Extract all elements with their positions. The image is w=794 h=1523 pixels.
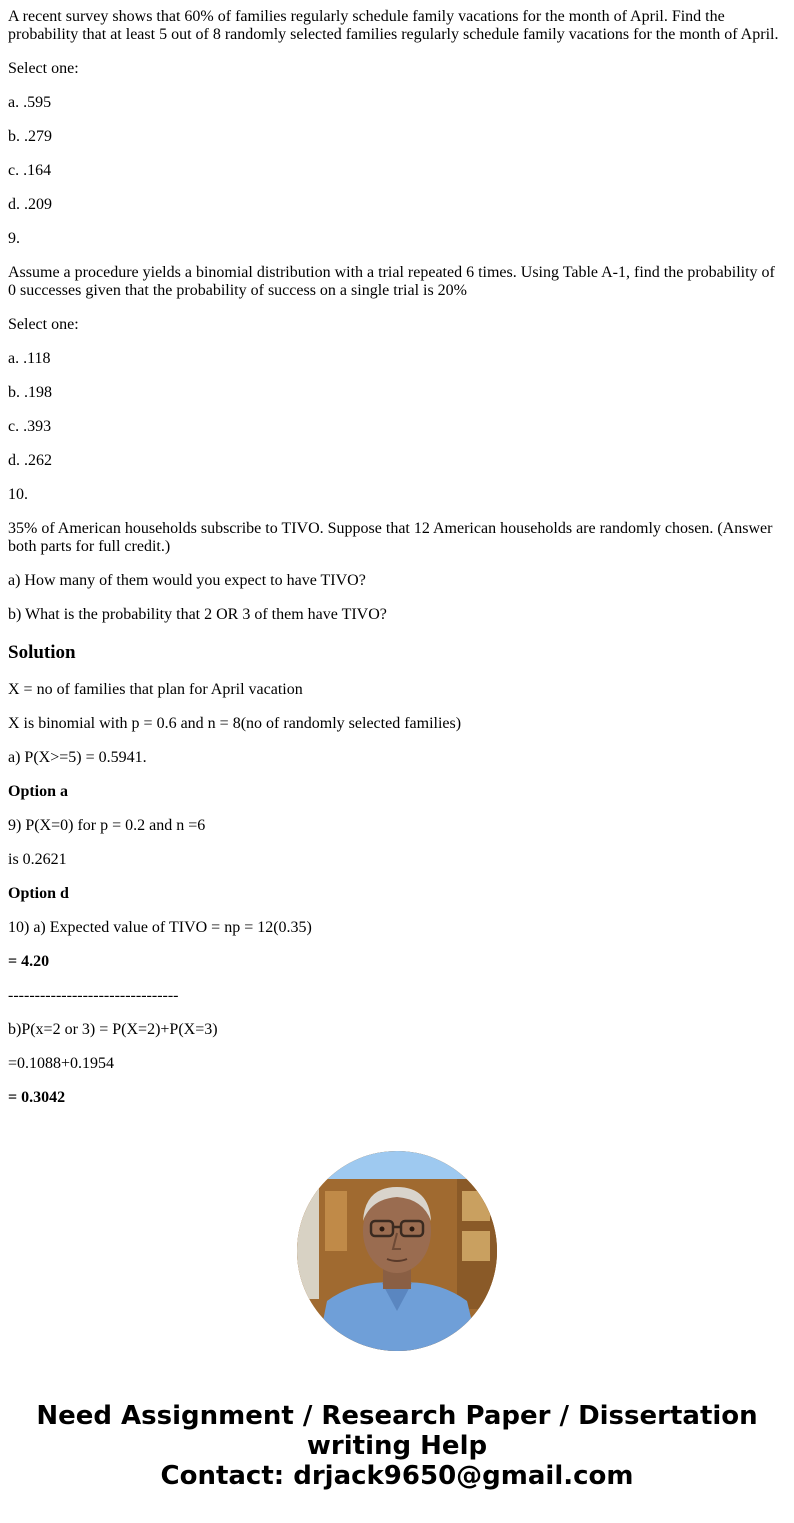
- question-8-select-label: Select one:: [8, 60, 79, 77]
- footer-line-1: Need Assignment / Research Paper / Dissertation: [36, 1401, 758, 1431]
- avatar-portrait-icon: [297, 1151, 497, 1351]
- solution-answer: = 0.3042: [8, 1089, 66, 1106]
- avatar-container: [0, 1151, 794, 1351]
- solution-line: 9) P(X=0) for p = 0.2 and n =6: [8, 817, 206, 834]
- solution-answer: Option d: [8, 885, 69, 902]
- question-10-text: 35% of American households subscribe to TIVO. Suppose that 12 American households are randomly chosen. (Answer both parts for full credit.): [8, 520, 773, 555]
- solution-heading: Solution: [8, 642, 76, 663]
- question-8-option-c: c. .164: [8, 162, 52, 179]
- solution-divider: --------------------------------: [8, 987, 179, 1004]
- solution-line: is 0.2621: [8, 851, 67, 868]
- solution-line: b)P(x=2 or 3) = P(X=2)+P(X=3): [8, 1021, 218, 1038]
- footer-contact-line: Contact: drjack9650@gmail.com: [160, 1461, 634, 1491]
- question-9-option-b: b. .198: [8, 384, 52, 401]
- question-8-text: A recent survey shows that 60% of families regularly schedule family vacations for the month of April. Find the probability that at least 5 out of 8 randomly selected families regularly schedule family vacations for the month of April.: [8, 8, 779, 43]
- footer-line-2: writing Help: [306, 1431, 488, 1461]
- solution-answer: Option a: [8, 783, 69, 800]
- question-9-select-label: Select one:: [8, 316, 79, 333]
- solution-line: X = no of families that plan for April vacation: [8, 681, 303, 698]
- solution-answer: = 4.20: [8, 953, 50, 970]
- solution-line: a) P(X>=5) = 0.5941.: [8, 749, 147, 766]
- question-8-option-b: b. .279: [8, 128, 52, 145]
- solution-line: X is binomial with p = 0.6 and n = 8(no of randomly selected families): [8, 715, 462, 732]
- question-9-text: Assume a procedure yields a binomial distribution with a trial repeated 6 times. Using Table A-1, find the probability of 0 successes given that the probability of success on a single trial is 20%: [8, 264, 775, 299]
- solution-line: =0.1088+0.1954: [8, 1055, 115, 1072]
- question-10-part-b: b) What is the probability that 2 OR 3 of them have TIVO?: [8, 606, 387, 623]
- question-8-option-d: d. .209: [8, 196, 52, 213]
- question-9-number: 9.: [8, 230, 20, 247]
- question-9-option-a: a. .118: [8, 350, 51, 367]
- question-9-option-d: d. .262: [8, 452, 52, 469]
- question-10-number: 10.: [8, 486, 28, 503]
- author-avatar: [297, 1151, 497, 1351]
- solution-line: 10) a) Expected value of TIVO = np = 12(0.35): [8, 919, 312, 936]
- question-10-part-a: a) How many of them would you expect to have TIVO?: [8, 572, 366, 589]
- question-9-option-c: c. .393: [8, 418, 52, 435]
- question-8-option-a: a. .595: [8, 94, 52, 111]
- contact-footer: [0, 1401, 794, 1491]
